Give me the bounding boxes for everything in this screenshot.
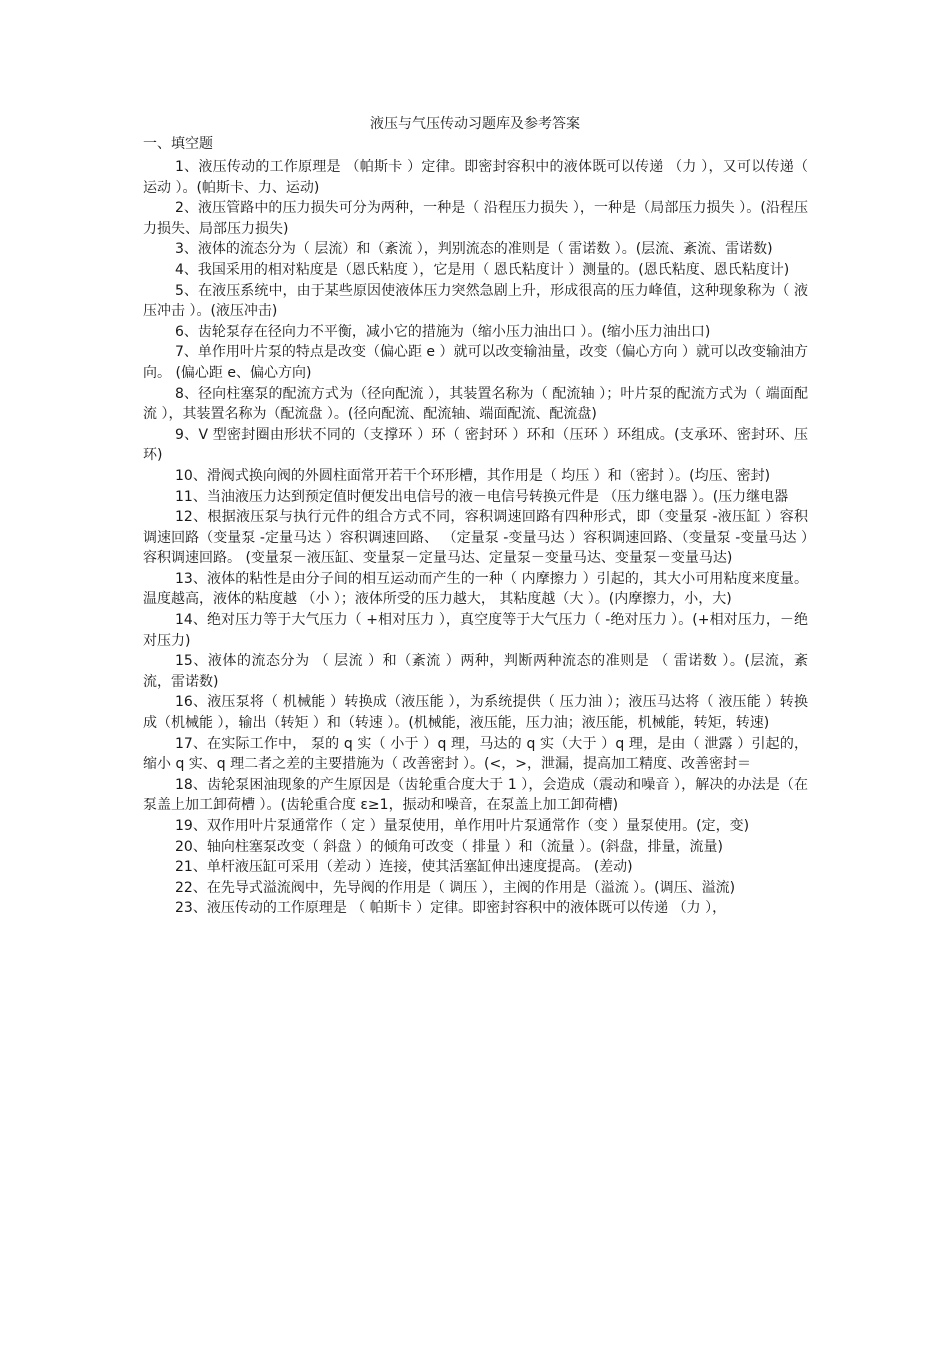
question-item: 3、液体的流态分为（ 层流）和（紊流 ），判别流态的准则是（ 雷诺数 ）。(层流、紊流、雷诺数) [175, 241, 773, 258]
question-item: 2、液压管路中的压力损失可分为两种，一种是（ 沿程压力损失 ），一种是（局部压力损失 ）。(沿程压力损失、局部压力损失) [143, 200, 808, 237]
question-list [143, 157, 813, 919]
question-item: 4、我国采用的相对粘度是（恩氏粘度 ），它是用（ 恩氏粘度计 ）测量的。(恩氏粘度、恩氏粘度计) [175, 261, 790, 278]
question-item: 15、液体的流态分为 （ 层流 ）和（紊流 ）两种，判断两种流态的准则是 （ 雷诺数 ）。(层流，紊流，雷诺数) [143, 653, 808, 690]
question-item: 21、单杆液压缸可采用（差动 ）连接，使其活塞缸伸出速度提高。 (差动) [175, 859, 633, 876]
question-item: 22、在先导式溢流阀中，先导阀的作用是（ 调压 ），主阀的作用是（溢流 ）。(调压、溢流) [175, 879, 736, 896]
question-item: 12、根据液压泵与执行元件的组合方式不同，容积调速回路有四种形式，即（变量泵 -液压缸 ）容积调速回路（变量泵 -定量马达 ）容积调速回路、 （定量泵 -变量马达 ）容积调速回路、（变量泵 -变量马达 ）容积调速回路。 (变量泵－液压缸、变量泵－定量马达、定量泵－变量马达、变量泵－变量马达) [143, 509, 808, 567]
question-item: 20、轴向柱塞泵改变（ 斜盘 ）的倾角可改变（ 排量 ）和（流量 ）。(斜盘，排量，流量) [175, 838, 723, 855]
question-item: 23、液压传动的工作原理是 （ 帕斯卡 ）定律。即密封容积中的液体既可以传递 （力 ）， [175, 900, 727, 917]
question-item: 11、当油液压力达到预定值时便发出电信号的液－电信号转换元件是 （压力继电器 ）。(压力继电器 [175, 488, 789, 505]
question-item: 1、液压传动的工作原理是 （帕斯卡 ）定律。即密封容积中的液体既可以传递 （力 ），又可以传递（ 运动 ）。(帕斯卡、力、运动) [143, 159, 813, 196]
question-item: 14、绝对压力等于大气压力（ +相对压力 ），真空度等于大气压力（ -绝对压力 ）。(+相对压力，－绝对压力) [143, 612, 808, 649]
question-item: 7、单作用叶片泵的特点是改变（偏心距 e ）就可以改变输油量，改变（偏心方向 ）就可以改变输油方向。 (偏心距 e、偏心方向) [143, 344, 808, 381]
question-item: 5、在液压系统中，由于某些原因使液体压力突然急剧上升，形成很高的压力峰值，这种现象称为（ 液压冲击 ）。(液压冲击) [143, 282, 808, 320]
question-item: 16、液压泵将（ 机械能 ）转换成（液压能 ），为系统提供（ 压力油 ）；液压马达将（ 液压能 ）转换成（机械能 ），输出（转矩 ）和（转速 ）。(机械能，液压能，压力油；液压能，机械能，转矩，转速) [143, 694, 808, 732]
question-item: 8、径向柱塞泵的配流方式为（径向配流 ），其装置名称为（ 配流轴 ）；叶片泵的配流方式为（ 端面配流 ），其装置名称为（配流盘 ）。(径向配流、配流轴、端面配流、配流盘) [143, 385, 808, 423]
question-item: 17、在实际工作中， 泵的 q 实（ 小于 ）q 理，马达的 q 实（大于 ）q 理，是由（ 泄露 ）引起的，缩小 q 实、q 理二者之差的主要措施为（ 改善密封 ）。(<，>，泄漏，提高加工精度、改善密封＝ [143, 735, 808, 773]
question-item: 9、V 型密封圈由形状不同的（支撑环 ）环（ 密封环 ）环和（压环 ）环组成。(支承环、密封环、压环) [143, 426, 808, 464]
question-item: 13、液体的粘性是由分子间的相互运动而产生的一种（ 内摩擦力 ）引起的，其大小可用粘度来度量。 温度越高，液体的粘度越 （小 ）；液体所受的压力越大， 其粘度越（大 ）。(内摩擦力，小，大) [143, 570, 813, 608]
page-title: 液压与气压传动习题库及参考答案 [370, 116, 580, 132]
question-item: 6、齿轮泵存在径向力不平衡，减小它的措施为（缩小压力油出口 ）。(缩小压力油出口) [175, 323, 711, 340]
section-heading: 一、填空题 [143, 136, 213, 152]
question-item: 19、双作用叶片泵通常作（ 定 ）量泵使用，单作用叶片泵通常作（变 ）量泵使用。(定，变) [175, 818, 750, 834]
question-item: 18、齿轮泵困油现象的产生原因是（齿轮重合度大于 1 ），会造成（震动和噪音 ），解决的办法是（在泵盖上加工卸荷槽 ）。(齿轮重合度 ε≥1，振动和噪音，在泵盖上加工卸荷槽) [143, 776, 808, 814]
question-item: 10、滑阀式换向阀的外圆柱面常开若干个环形槽，其作用是（ 均压 ）和（密封 ）。(均压、密封) [175, 467, 771, 484]
